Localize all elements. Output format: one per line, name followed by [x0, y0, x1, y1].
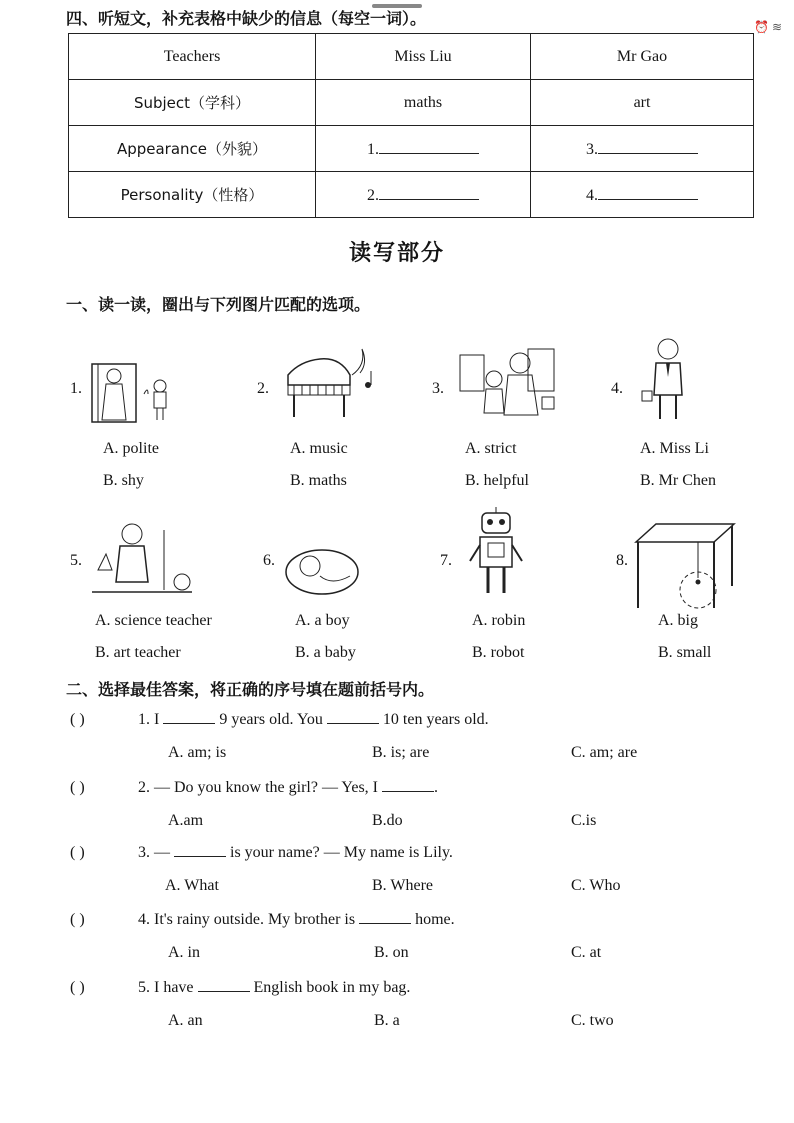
option-b[interactable]: B. Mr Chen [640, 472, 716, 489]
answer-blank[interactable] [174, 843, 226, 857]
cell-appearance-gao[interactable] [531, 126, 754, 172]
choice-a[interactable]: A. What [165, 877, 219, 894]
table-header-mr-gao: Mr Gao [531, 34, 754, 80]
answer-blank[interactable] [598, 185, 698, 200]
answer-paren[interactable]: ( ) [70, 711, 85, 728]
section4-title: 四、听短文，补充表格中缺少的信息（每空一词）。 [66, 9, 427, 28]
blank-number: 1. [367, 140, 379, 158]
alarm-icon: ⏰ [753, 20, 769, 34]
cell-personality-liu[interactable] [316, 172, 531, 218]
table-with-ball-icon [630, 520, 740, 612]
option-a[interactable]: A. polite [103, 440, 159, 457]
option-b[interactable]: B. shy [103, 472, 144, 489]
option-b[interactable]: B. art teacher [95, 644, 181, 661]
choice-b[interactable]: B. Where [372, 877, 434, 894]
blank-number: 4. [586, 186, 598, 204]
choice-b[interactable]: B. is; are [372, 744, 430, 761]
picture-number: 8. [616, 552, 628, 569]
picture-number: 5. [70, 552, 82, 569]
picture-number: 7. [440, 552, 452, 569]
question-text: English book in my bag. [249, 979, 411, 996]
question-text: 2. — Do you know the girl? — Yes, I [138, 779, 382, 796]
picture-number: 6. [263, 552, 275, 569]
answer-blank[interactable] [379, 185, 479, 200]
choice-c[interactable]: C. am; are [571, 744, 638, 761]
wifi-icon: ≋ [771, 20, 782, 34]
question-text: home. [411, 911, 455, 928]
table-row [69, 172, 754, 218]
answer-paren[interactable]: ( ) [70, 911, 85, 928]
question-text: 5. I have [138, 979, 198, 996]
status-icons [754, 20, 782, 35]
choice-c[interactable]: C. at [571, 944, 602, 961]
question-text: 3. — [138, 844, 174, 861]
choice-a[interactable]: A. am; is [168, 744, 227, 761]
question-row [70, 710, 489, 729]
blank-number: 2. [367, 186, 379, 204]
answer-blank[interactable] [382, 778, 434, 792]
table-header-teachers: Teachers [69, 34, 316, 80]
question-text: 9 years old. You [215, 711, 327, 728]
question-row [70, 778, 438, 797]
question-text: 10 ten years old. [378, 711, 489, 728]
cell-subject-gao: art [531, 80, 754, 126]
choice-c[interactable]: C.is [571, 812, 597, 829]
answer-blank[interactable] [198, 978, 250, 992]
choice-a[interactable]: A. an [168, 1012, 203, 1029]
answer-blank[interactable] [163, 710, 215, 724]
answer-paren[interactable]: ( ) [70, 779, 85, 796]
picture-number: 3. [432, 380, 444, 397]
helping-old-woman-icon [458, 345, 558, 425]
option-b[interactable]: B. robot [472, 644, 525, 661]
question-text: 1. I [138, 711, 164, 728]
option-a[interactable]: A. science teacher [95, 612, 212, 629]
shy-child-door-icon [88, 360, 180, 428]
answer-paren[interactable]: ( ) [70, 979, 85, 996]
choice-b[interactable]: B. a [374, 1012, 400, 1029]
option-a[interactable]: A. a boy [295, 612, 350, 629]
option-b[interactable]: B. maths [290, 472, 347, 489]
reading2-title: 二、选择最佳答案，将正确的序号填在题前括号内。 [66, 680, 435, 699]
choice-a[interactable]: A. in [168, 944, 200, 961]
option-a[interactable]: A. big [658, 612, 698, 629]
question-text: 4. It's rainy outside. My brother is [138, 911, 360, 928]
cell-subject-liu: maths [316, 80, 531, 126]
option-b[interactable]: B. helpful [465, 472, 529, 489]
blank-number: 3. [586, 140, 598, 158]
man-in-suit-icon [640, 333, 696, 425]
robot-icon [466, 505, 526, 599]
table-header-miss-liu: Miss Liu [316, 34, 531, 80]
part-heading: 读写部分 [348, 241, 445, 266]
reading1-title: 一、读一读，圈出与下列图片匹配的选项。 [66, 295, 371, 314]
question-text: . [434, 779, 438, 796]
picture-number: 2. [257, 380, 269, 397]
choice-c[interactable]: C. Who [571, 877, 621, 894]
answer-blank[interactable] [379, 139, 479, 154]
cell-personality-gao[interactable] [531, 172, 754, 218]
answer-blank[interactable] [598, 139, 698, 154]
option-a[interactable]: A. robin [472, 612, 526, 629]
picture-number: 4. [611, 380, 623, 397]
answer-paren[interactable]: ( ) [70, 844, 85, 861]
choice-a[interactable]: A.am [168, 812, 204, 829]
row-label-personality: Personality（性格） [69, 172, 316, 218]
row-label-subject: Subject（学科） [69, 80, 316, 126]
question-row [70, 843, 453, 862]
option-a[interactable]: A. music [290, 440, 348, 457]
answer-blank[interactable] [359, 910, 411, 924]
picture-number: 1. [70, 380, 82, 397]
option-b[interactable]: B. a baby [295, 644, 356, 661]
option-a[interactable]: A. Miss Li [640, 440, 709, 457]
piano-music-icon [280, 345, 380, 423]
choice-b[interactable]: B.do [372, 812, 403, 829]
choice-c[interactable]: C. two [571, 1012, 614, 1029]
answer-blank[interactable] [327, 710, 379, 724]
question-row [70, 910, 455, 929]
table-row [69, 34, 754, 80]
baby-icon [282, 542, 362, 598]
question-text: is your name? — My name is Lily. [226, 844, 453, 861]
option-b[interactable]: B. small [658, 644, 712, 661]
table-row [69, 126, 754, 172]
info-table [68, 33, 754, 218]
science-teacher-icon [90, 520, 194, 600]
question-row [70, 978, 410, 997]
cell-appearance-liu[interactable] [316, 126, 531, 172]
table-row [69, 80, 754, 126]
option-a[interactable]: A. strict [465, 440, 517, 457]
choice-b[interactable]: B. on [374, 944, 409, 961]
row-label-appearance: Appearance（外貌） [69, 126, 316, 172]
